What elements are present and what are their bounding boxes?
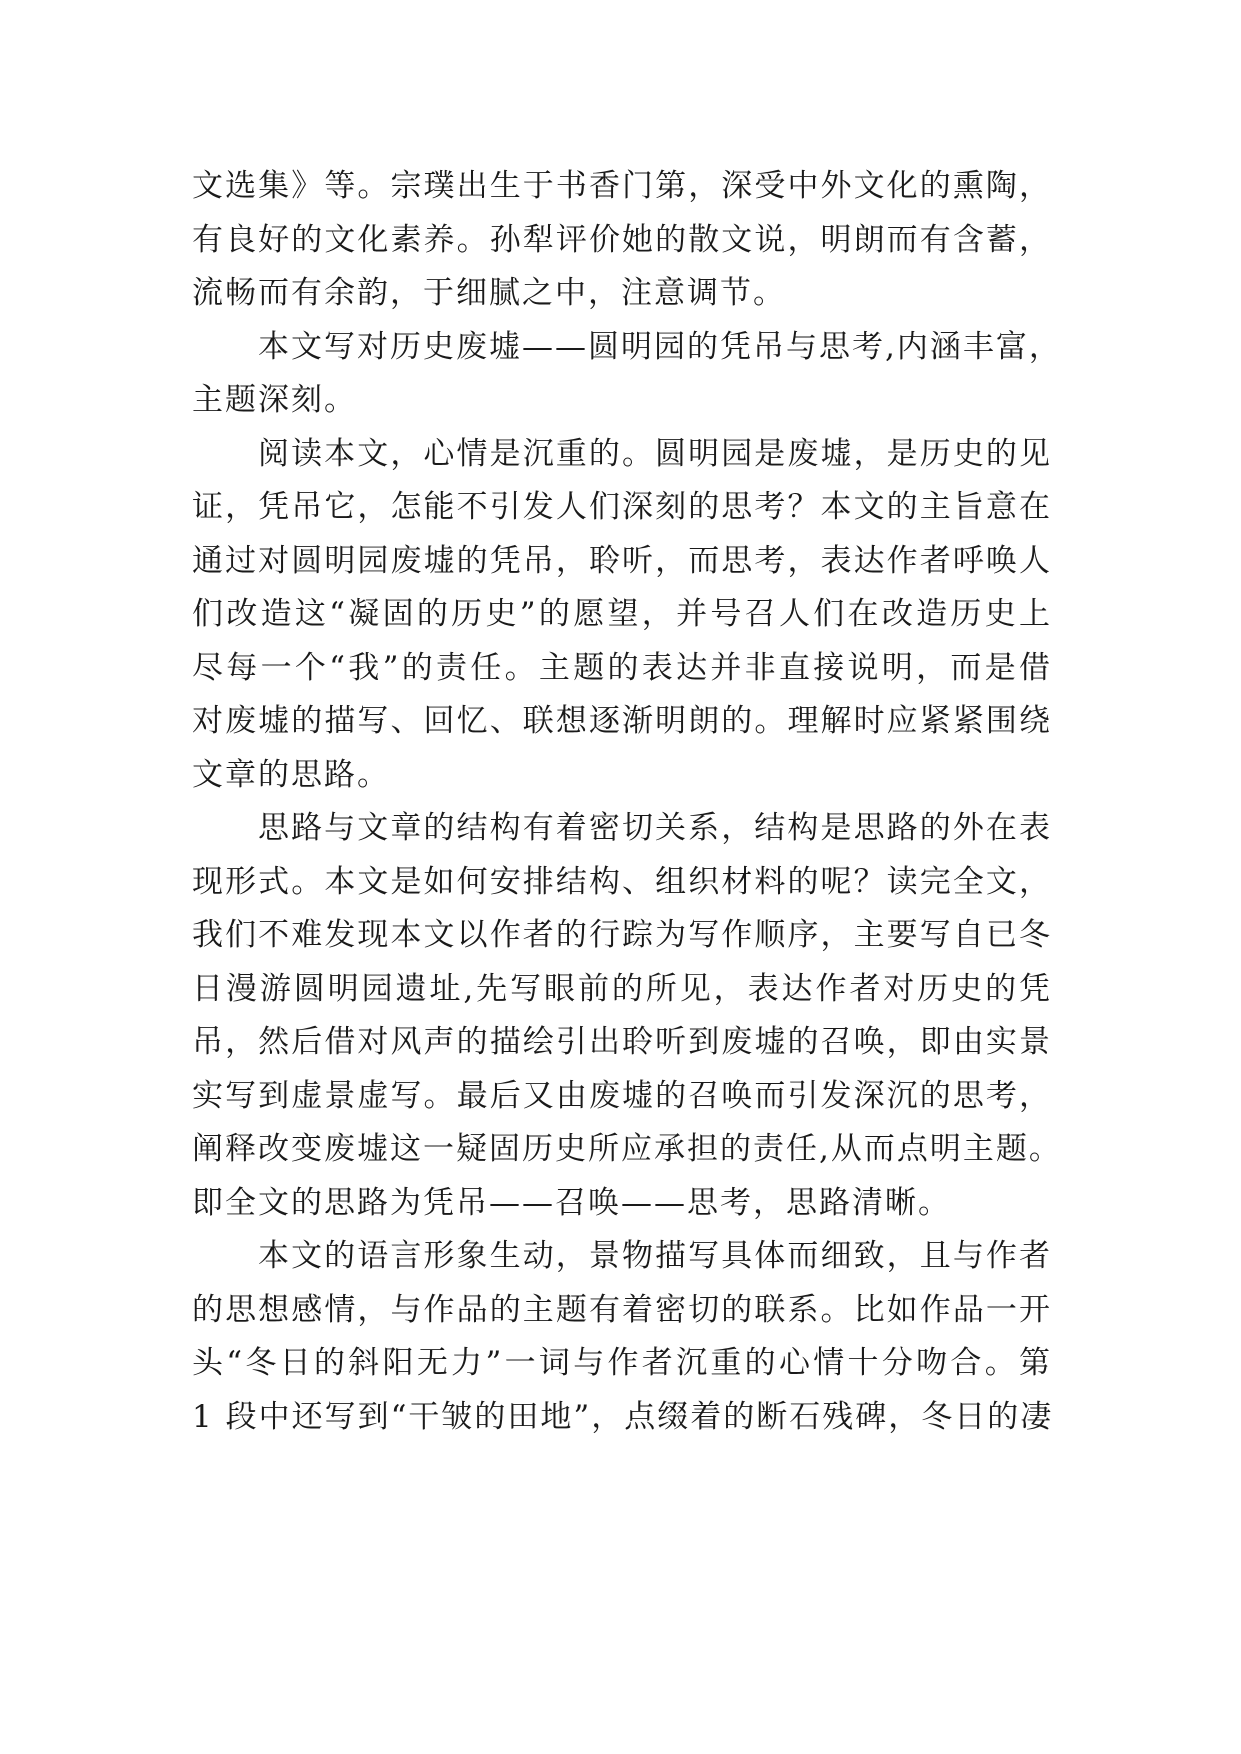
text-line: 我们不难发现本文以作者的行踪为写作顺序，主要写自已冬 [192, 917, 1052, 953]
text-line: 本文的语言形象生动，景物描写具体而细致，且与作者 [258, 1238, 1052, 1274]
text-line: 尽每一个“我”的责任。主题的表达并非直接说明，而是借 [192, 649, 1052, 686]
document-body [192, 160, 1062, 1444]
text-line: 现形式。本文是如何安排结构、组织材料的呢？读完全文， [192, 863, 1052, 900]
text-line: 证，凭吊它，怎能不引发人们深刻的思考？本文的主旨意在 [192, 489, 1052, 525]
text-line: 通过对圆明园废墟的凭吊，聆听，而思考，表达作者呼唤人 [192, 542, 1052, 579]
text-line: 流畅而有余韵，于细腻之中，注意调节。 [192, 275, 786, 311]
text-line: 吊，然后借对风声的描绘引出聆听到废墟的召唤，即由实景 [192, 1024, 1052, 1060]
text-line: 实写到虚景虚写。最后又由废墟的召唤而引发深沉的思考， [192, 1077, 1052, 1114]
text-line: 思路与文章的结构有着密切关系，结构是思路的外在表 [258, 810, 1052, 846]
text-line: 文选集》等。宗璞出生于书香门第，深受中外文化的熏陶， [192, 168, 1052, 204]
text-line: 对废墟的描写、回忆、联想逐渐明朗的。理解时应紧紧围绕 [192, 703, 1052, 739]
text-line: 本文写对历史废墟——圆明园的凭吊与思考,内涵丰富， [258, 328, 1062, 365]
text-line: 头“冬日的斜阳无力”一词与作者沉重的心情十分吻合。第 [192, 1345, 1052, 1381]
text-line: 主题深刻。 [192, 382, 357, 418]
text-line: 阐释改变废墟这一疑固历史所应承担的责任,从而点明主题。 [192, 1131, 1062, 1167]
text-line: 日漫游圆明园遗址,先写眼前的所见，表达作者对历史的凭 [192, 970, 1052, 1007]
text-line: 1 段中还写到“干皱的田地”，点缀着的断石残碑，冬日的凄 [192, 1398, 1054, 1435]
text-line: 即全文的思路为凭吊——召唤——思考，思路清晰。 [192, 1184, 951, 1221]
text-line: 文章的思路。 [192, 756, 390, 793]
text-line: 的思想感情，与作品的主题有着密切的联系。比如作品一开 [192, 1291, 1052, 1328]
text-line: 阅读本文，心情是沉重的。圆明园是废墟，是历史的见 [258, 435, 1052, 472]
text-line: 有良好的文化素养。孙犁评价她的散文说，明朗而有含蓄， [192, 221, 1052, 258]
text-line: 们改造这“凝固的历史”的愿望，并号召人们在改造历史上 [192, 596, 1052, 632]
